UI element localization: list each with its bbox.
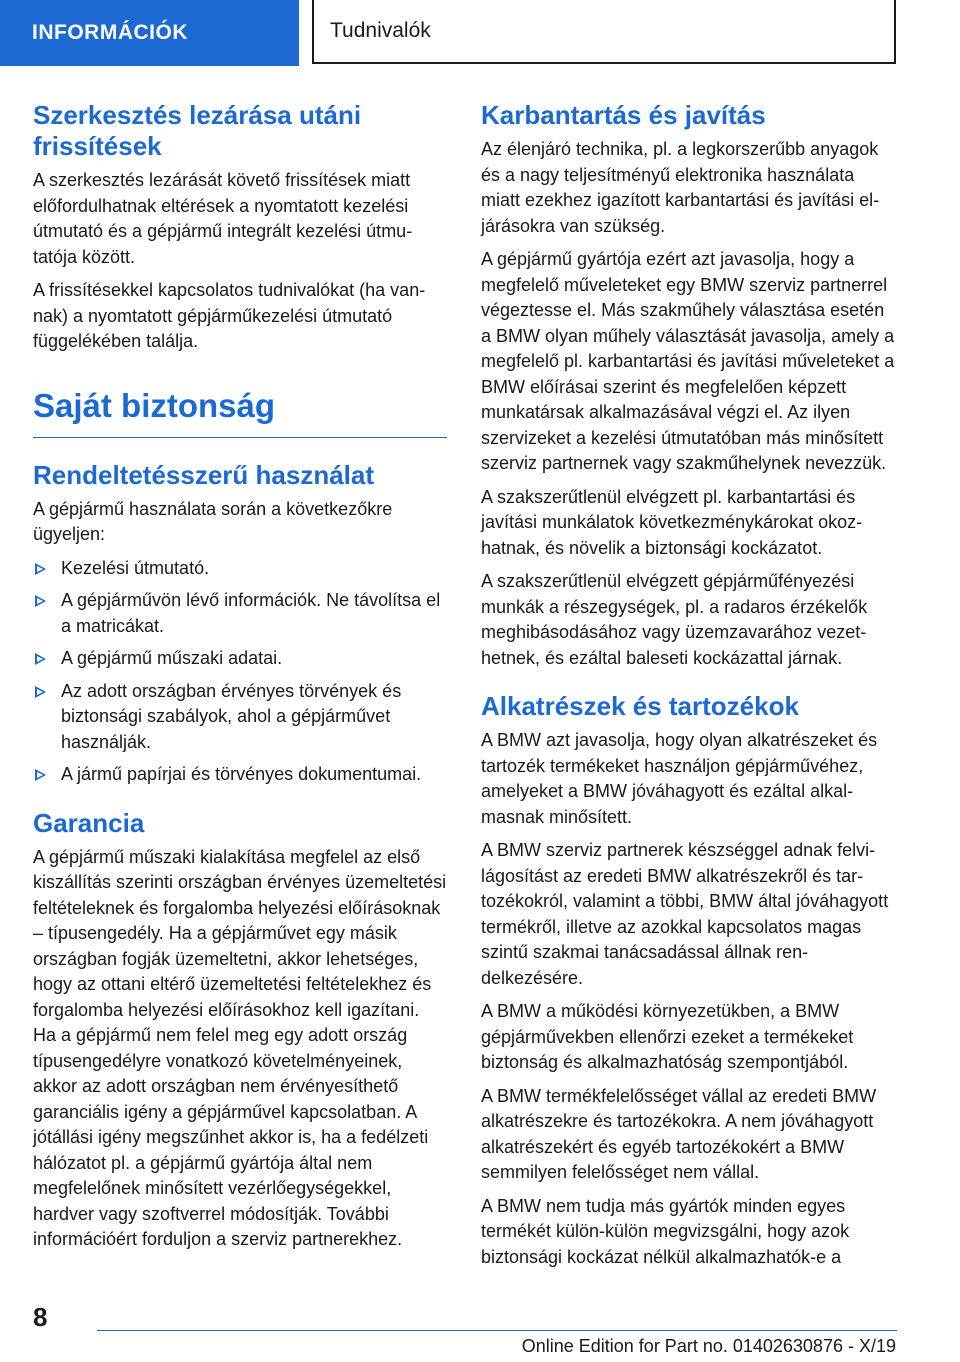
list-item-text: Az adott országban érvényes törvények és biztonsági szabályok, ahol a gépjárművet használják. xyxy=(61,680,402,752)
section-tab-label: INFORMÁCIÓK xyxy=(32,21,188,44)
list-item xyxy=(33,679,447,756)
triangle-bullet-icon xyxy=(35,686,46,698)
list-item-text: A gépjármű műszaki adatai. xyxy=(61,648,283,668)
section-title-maintenance: Karbantartás és javítás xyxy=(481,100,766,130)
list-item xyxy=(33,646,447,672)
list-item-text: A gépjárművön lévő információk. Ne távolítsa el a matricákat. xyxy=(61,590,441,636)
paragraph: A gépjármű műszaki kialakítása megfelel az első kiszállítás szerinti országban érvényes üzemeltetési feltételeknek és forgalomba helyezési előírásoknak – típusengedély. Ha a gépjárművet egy másik országban fogják üzemeltetni, akkor lehetséges, hogy az ottani eltérő üzemeltetési feltételekhez és forgalomba helyezési előírásokhoz kell igazítani. Ha a gépjármű nem felel meg egy adott ország típusengedélyre vonatkozó követelményeinek, akkor az adott országban nem érvényesíthető garanciális igény a gépjárművel kapcsolatban. A jótállási igény megszűnhet akkor is, ha a fedélzeti hálózatot pl. a gépjármű gyártója által nem megfelelőnek minősített vezérlőegységekkel, hardver vagy szoftverrel módosítják. További információért forduljon a szerviz partnerekhez. xyxy=(33,846,447,1249)
left-column xyxy=(33,100,447,1261)
section-title-updates: Szerkesztés lezárása utáni frissítések xyxy=(33,100,362,161)
paragraph: A BMW a működési környezetükben, a BMW gépjárművekben ellenőrzi ezeket a termékeket biztonság és alkalmazhatóság szempontjából. xyxy=(481,1001,854,1072)
list-item xyxy=(33,762,447,788)
paragraph: A BMW szerviz partnerek készséggel adnak felvilágosítást az eredeti BMW alkatrészekről és tartozékokról, valamint a többi, BMW által jóváhagyott termékről, illetve az azokkal kapcsolatos magas szintű szakmai tanácsadással állnak rendelkezésére. xyxy=(481,840,889,988)
list-item-text: Kezelési útmutató. xyxy=(61,557,210,578)
paragraph: A BMW nem tudja más gyártók minden egyes termékét külön-külön megvizsgálni, hogy azok biztonsági kockázat nélkül alkalmazhatók-e a xyxy=(481,1195,850,1267)
chapter-title: Saját biztonság xyxy=(33,385,447,438)
page-number: 8 xyxy=(33,1302,48,1332)
paragraph: A szakszerűtlenül elvégzett pl. karbantartási és javítási munkálatok következménykárokat okozhatnak, és növelik a biztonsági kockázatot. xyxy=(481,486,863,558)
section-title-intended-use: Rendeltetésszerű használat xyxy=(33,459,375,490)
list-item xyxy=(33,556,447,582)
list-item xyxy=(33,588,447,639)
section-title-parts: Alkatrészek és tartozékok xyxy=(481,691,799,721)
paragraph: A gépjármű használata során a következőkre ügyeljen: xyxy=(33,498,393,544)
paragraph: A BMW azt javasolja, hogy olyan alkatrészeket és tartozék termékeket használjon gépjárművéhez, amelyeket a BMW jóváhagyott és ezáltal alkalmasnak minősített. xyxy=(481,730,878,827)
triangle-bullet-icon xyxy=(35,769,46,781)
page-header-title: Tudnivalók xyxy=(330,19,431,42)
paragraph: Az élenjáró technika, pl. a legkorszerűbb anyagok és a nagy teljesítményű elektronika használata miatt ezekhez igazított karbantartási és javítási eljárásokra van szükség. xyxy=(481,139,880,236)
footer-edition: Online Edition for Part no. 01402630876 - X/19 xyxy=(521,1336,896,1356)
footer-divider xyxy=(97,1330,897,1331)
list-item-text: A jármű papírjai és törvényes dokumentumai. xyxy=(61,764,422,784)
section-tab xyxy=(0,0,299,66)
right-column xyxy=(481,100,897,1278)
triangle-bullet-icon xyxy=(35,653,46,665)
paragraph: A gépjármű gyártója ezért azt javasolja, hogy a megfelelő műveleteket egy BMW szerviz partnerrel végeztesse el. Más szakműhely választása esetén a BMW olyan műhely választását javasolja, amely a megfelelő pl. karbantartási és javítási műveleteket a BMW előírásai szerint és megfelelően képzett munkatársak alkalmazásával végzi el. Az ilyen szervizeket a kezelési útmutatóban más minősített szerviz partnernek vagy szakműhelynek nevezzük. xyxy=(481,249,895,473)
paragraph: A frissítésekkel kapcsolatos tudnivalókat (ha vannak) a nyomtatott gépjárműkezelési útmutató függelékében találja. xyxy=(33,280,426,351)
paragraph: A BMW termékfelelősséget vállal az eredeti BMW alkatrészekre és tartozékokra. A nem jóváhagyott alkatrészekért és egyéb tartozékokért a BMW semmilyen felelősséget nem vállal. xyxy=(481,1085,877,1182)
paragraph: A szerkesztés lezárását követő frissítések miatt előfordulhatnak eltérések a nyomtatott kezelési útmutató és a gépjármű integrált kezelési útmutatója között. xyxy=(33,170,413,267)
section-title-warranty: Garancia xyxy=(33,807,145,838)
bullet-list xyxy=(33,556,447,788)
paragraph: A szakszerűtlenül elvégzett gépjárműfényezési munkák a részegységek, pl. a radaros érzékelők meghibásodásához vagy üzemzavarához vezethetnek, és ezáltal baleseti kockázattal járnak. xyxy=(481,571,868,668)
triangle-bullet-icon xyxy=(35,563,46,575)
triangle-bullet-icon xyxy=(35,595,46,607)
page-header xyxy=(312,0,896,64)
